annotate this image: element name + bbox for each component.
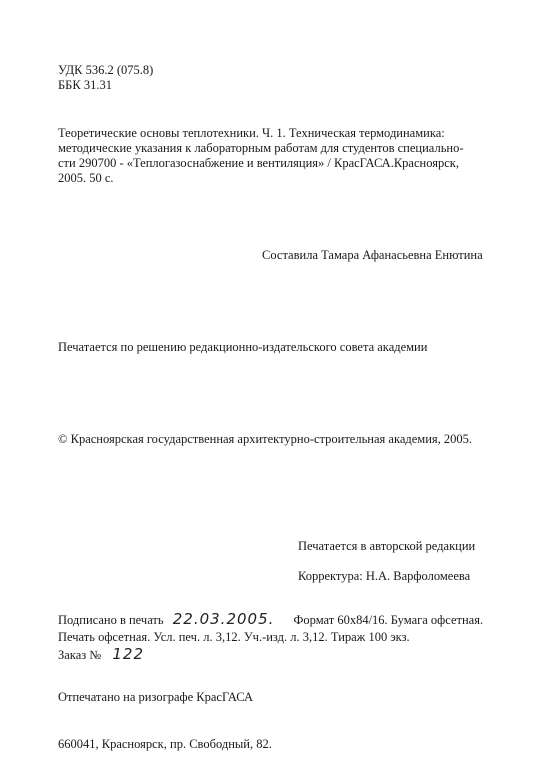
citation-line: Теоретические основы теплотехники. Ч. 1. Техническая термодинамика: (58, 126, 445, 140)
address: 660041, Красноярск, пр. Свободный, 82. (58, 737, 272, 751)
compiler-line: Составила Тамара Афанасьевна Енютина (262, 248, 483, 262)
order-number: 122 (112, 645, 144, 663)
signed-date: 22.03.2005. (172, 610, 275, 628)
edition-note: Печатается в авторской редакции (298, 539, 476, 553)
classification-block (58, 63, 153, 93)
order-line (58, 647, 144, 663)
udk-code: УДК 536.2 (075.8) (58, 63, 154, 77)
signed-label: Подписано в печать (58, 613, 164, 627)
printed-at: Отпечатано на ризографе КрасГАСА (58, 690, 253, 704)
imprint-print-line: Печать офсетная. Усл. печ. л. 3,12. Уч.-изд. л. 3,12. Тираж 100 экз. (58, 630, 410, 644)
order-label: Заказ № (58, 648, 102, 662)
proofreader-line: Корректура: Н.А. Варфоломеева (298, 569, 471, 583)
citation-line: 2005. 50 с. (58, 171, 114, 185)
bibliographic-citation (58, 126, 464, 186)
print-decision: Печатается по решению редакционно-издательского совета академии (58, 340, 428, 354)
copyright-notice: © Красноярская государственная архитектурно-строительная академия, 2005. (58, 432, 473, 446)
citation-line: сти 290700 - «Теплогазоснабжение и вентиляция» / КрасГАСА.Красноярск, (58, 156, 459, 170)
format-info: Формат 60х84/16. Бумага офсетная. (293, 613, 484, 627)
imprint-signed-line (58, 612, 483, 628)
bbk-code: ББК 31.31 (58, 78, 112, 92)
citation-line: методические указания к лабораторным работам для студентов специально- (58, 141, 464, 155)
